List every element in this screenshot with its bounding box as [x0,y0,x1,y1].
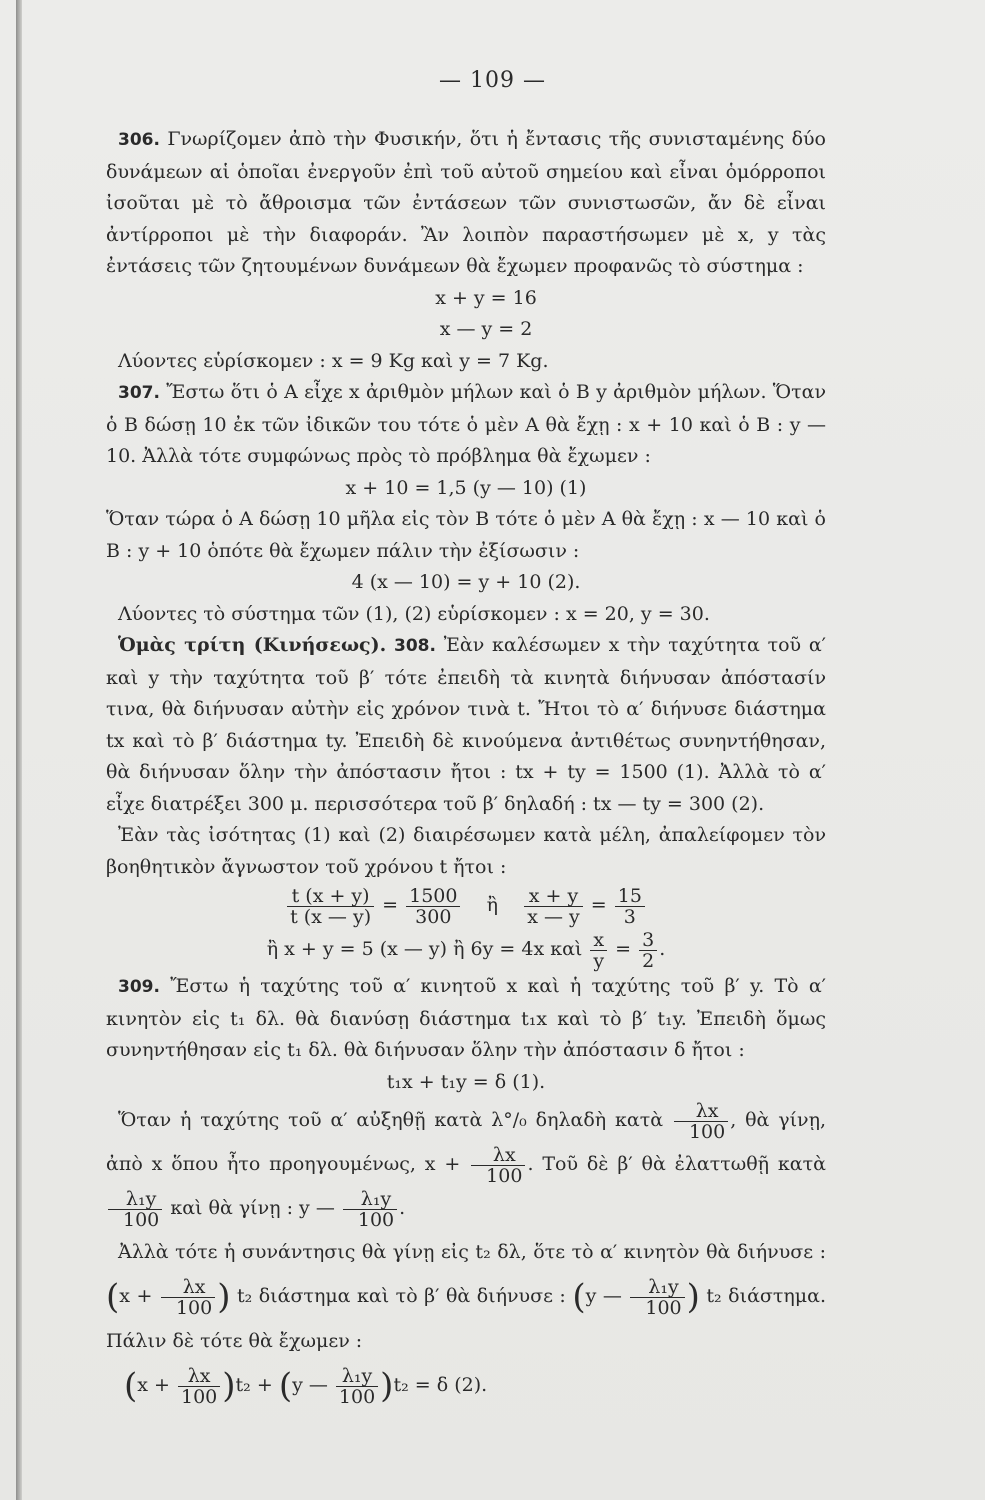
equation: x + y = 16 [435,286,537,309]
paragraph-text: Ἔστω ὅτι ὁ Α εἶχε x ἀριθμὸν μήλων καὶ ὁ Β y ἀριθμὸν μήλων. Ὅταν ὁ Β δώσῃ 10 ἐκ τῶν ἰδικῶν του τότε ὁ μὲν Α θὰ ἔχῃ : x + 10 καὶ ὁ Β : y — 10. Ἀλλὰ τότε συμφώνως πρὸς τὸ πρόβλημα θὰ ἔχωμεν : [106,381,826,467]
equation: x — y = 2 [439,318,533,340]
equation: 4 (x — 10) = y + 10 (2). [351,571,581,593]
fraction: $\frac{\text{λ₁y}}{100}$ [336,1366,378,1407]
paragraph-text: Ἐὰν καλέσωμεν x τὴν ταχύτητα τοῦ α′ καὶ y τὴν ταχύτητα τοῦ β′ τότε ἐπειδὴ τὰ κινητὰ διήνυσαν ἀπόστασίν τινα, θὰ διήνυσαν αὐτὴν εἰς χρόνον τινὰ t. Ἤτοι τὸ α′ διήνυσε διάστημα tx καὶ τὸ β′ διάστημα ty. Ἐπειδὴ δὲ κινούμενα ἀντιθέτως συνηντήθησαν, θὰ διήνυσαν ὅλην τὴν ἀπόστασιν ἤτοι : tx + ty = 1500 (1). Ἀλλὰ τὸ α′ εἶχε διατρέξει 300 μ. περισσότερα τοῦ β′ δηλαδή : tx — ty = 300 (2). [106,634,826,815]
equation: t₁x + t₁y = δ (1). [386,1070,546,1093]
group-heading: Ὁμὰς τρίτη (Κινήσεως). [118,634,387,656]
section-307 [106,377,826,473]
problem-number: 307. [118,383,160,403]
fraction: $\frac{\lambda x}{100}$ [674,1101,728,1142]
paragraph-text: Ἀλλὰ τότε ἡ συνάντησις θὰ γίνῃ εἰς t₂ δλ, ὅτε τὸ α′ κινητὸν θὰ διήνυσε : (x + $\frac{\lambda x}{100}$ ) t₂ διάστημα καὶ τὸ β′ θὰ διήνυσε : (y — $\frac{\text{λ₁y}}{100}$ ) t₂ διάστημα. Πάλιν δὲ τότε θὰ ἔχωμεν : [106,1241,826,1352]
paragraph-text: Ὅταν ἡ ταχύτης τοῦ α′ αὐξηθῇ κατὰ λ°/₀ δηλαδὴ κατὰ $\frac{\lambda x}{100}$ , θὰ γίνῃ, ἀπὸ x ὅπου ἦτο προηγουμένως, x + $\frac{\lambda x}{100}$ . Τοῦ δὲ β′ θὰ ἐλαττωθῇ κατὰ $\frac{\text{λ₁y}}{100}$ καὶ θὰ γίνῃ : y — $\frac{\text{λ₁y}}{100}$ . [106,1099,826,1231]
fraction: $\frac{\text{λ₁y}}{100}$ [343,1189,397,1230]
problem-number: 308. [393,636,436,656]
section-309 [106,971,826,1067]
fraction: $\frac{3}{2}$ [639,930,657,971]
result-line: Λύοντες τὸ σύστημα τῶν (1), (2) εὑρίσκομεν : x = 20, y = 30. [118,602,710,625]
fraction: $\frac{\lambda x}{100}$ [161,1277,215,1318]
section-308 [106,630,826,820]
fraction: $\frac{x + y}{x — y}$ [524,886,583,927]
equation: x + 10 = 1,5 (y — 10) (1) [345,476,587,499]
fraction: $\frac{1500}{300}$ [406,886,460,927]
paragraph-text: Ἔστω ἡ ταχύτης τοῦ α′ κινητοῦ x καὶ ἡ ταχύτης τοῦ β′ y. Τὸ α′ κινητὸν εἰς t₁ δλ. θὰ διανύσῃ διάστημα t₁x καὶ τὸ β′ t₁y. Ἐπειδὴ ὅμως συνηντήθησαν εἰς t₁ δλ. θὰ διήνυσαν ὅλην τὴν ἀπόστασιν δ ἤτοι : [106,975,826,1061]
fraction: $\frac{t (x + y)}{t (x — y)}$ [287,886,374,927]
fraction: $\frac{\text{λ₁y}}{100}$ [108,1189,162,1230]
or-word: ἢ [486,894,499,916]
page-edge-shadow [16,0,22,1500]
fraction: $\frac{15}{3}$ [615,886,645,927]
fraction: $\frac{\text{λ₁y}}{100}$ [630,1277,684,1318]
fraction: $\frac{\lambda x}{100}$ [178,1366,220,1407]
paragraph-text: Γνωρίζομεν ἀπὸ τὴν Φυσικήν, ὅτι ἡ ἔντασις τῆς συνισταμένης δύο δυνάμεων αἱ ὁποῖαι ἐνεργοῦν ἐπὶ τοῦ αὐτοῦ σημείου καὶ εἶναι ὁμόρροποι ἰσοῦται μὲ τὸ ἄθροισμα τῶν ἐντάσεων τῶν συνιστωσῶν, ἄν δὲ εἶναι ἀντίρροποι μὲ τὴν διαφοράν. Ἂν λοιπὸν παραστήσωμεν μὲ x, y τὰς ἐντάσεις τῶν ζητουμένων δυνάμεων θὰ ἔχωμεν προφανῶς τὸ σύστημα : [106,128,826,277]
fraction: $\frac{x}{y}$ [590,930,607,971]
page-body [106,124,826,1408]
problem-number: 309. [118,977,160,997]
equation-row: (x + $\frac{\lambda x}{100}$ )t₂ + (y — $\frac{\text{λ₁y}}{100}$ )t₂ = δ (2). [124,1364,488,1408]
page-number: — 109 — [439,68,546,93]
equation-row: ἢ x + y = 5 (x — y) ἢ 6y = 4x καὶ $\frac{x}{y}$ = $\frac{3}{2}$ . [266,928,666,972]
paragraph-text: Ἐὰν τὰς ἰσότητας (1) καὶ (2) διαιρέσωμεν κατὰ μέλη, ἀπαλείφομεν τὸν βοηθητικὸν ἄγνωστον τοῦ χρόνου t ἤτοι : [106,824,826,878]
fraction: $\frac{\lambda x}{100}$ [471,1145,525,1186]
problem-number: 306. [118,130,160,150]
result-line: Λύοντες εὑρίσκομεν : x = 9 Kg καὶ y = 7 Kg. [118,349,549,372]
section-306 [106,124,826,283]
paragraph-text: Ὅταν τώρα ὁ Α δώσῃ 10 μῆλα εἰς τὸν Β τότε ὁ μὲν Α θὰ ἔχῃ : x — 10 καὶ ὁ Β : y + 10 ὁπότε θὰ ἔχωμεν πάλιν τὴν ἐξίσωσιν : [106,508,826,562]
fraction-equation-row: $\frac{t (x + y)}{t (x — y)}$ = $\frac{1500}{300}$ ἢ $\frac{x + y}{x — y}$ = $\frac{15}{3}$ [106,883,826,927]
